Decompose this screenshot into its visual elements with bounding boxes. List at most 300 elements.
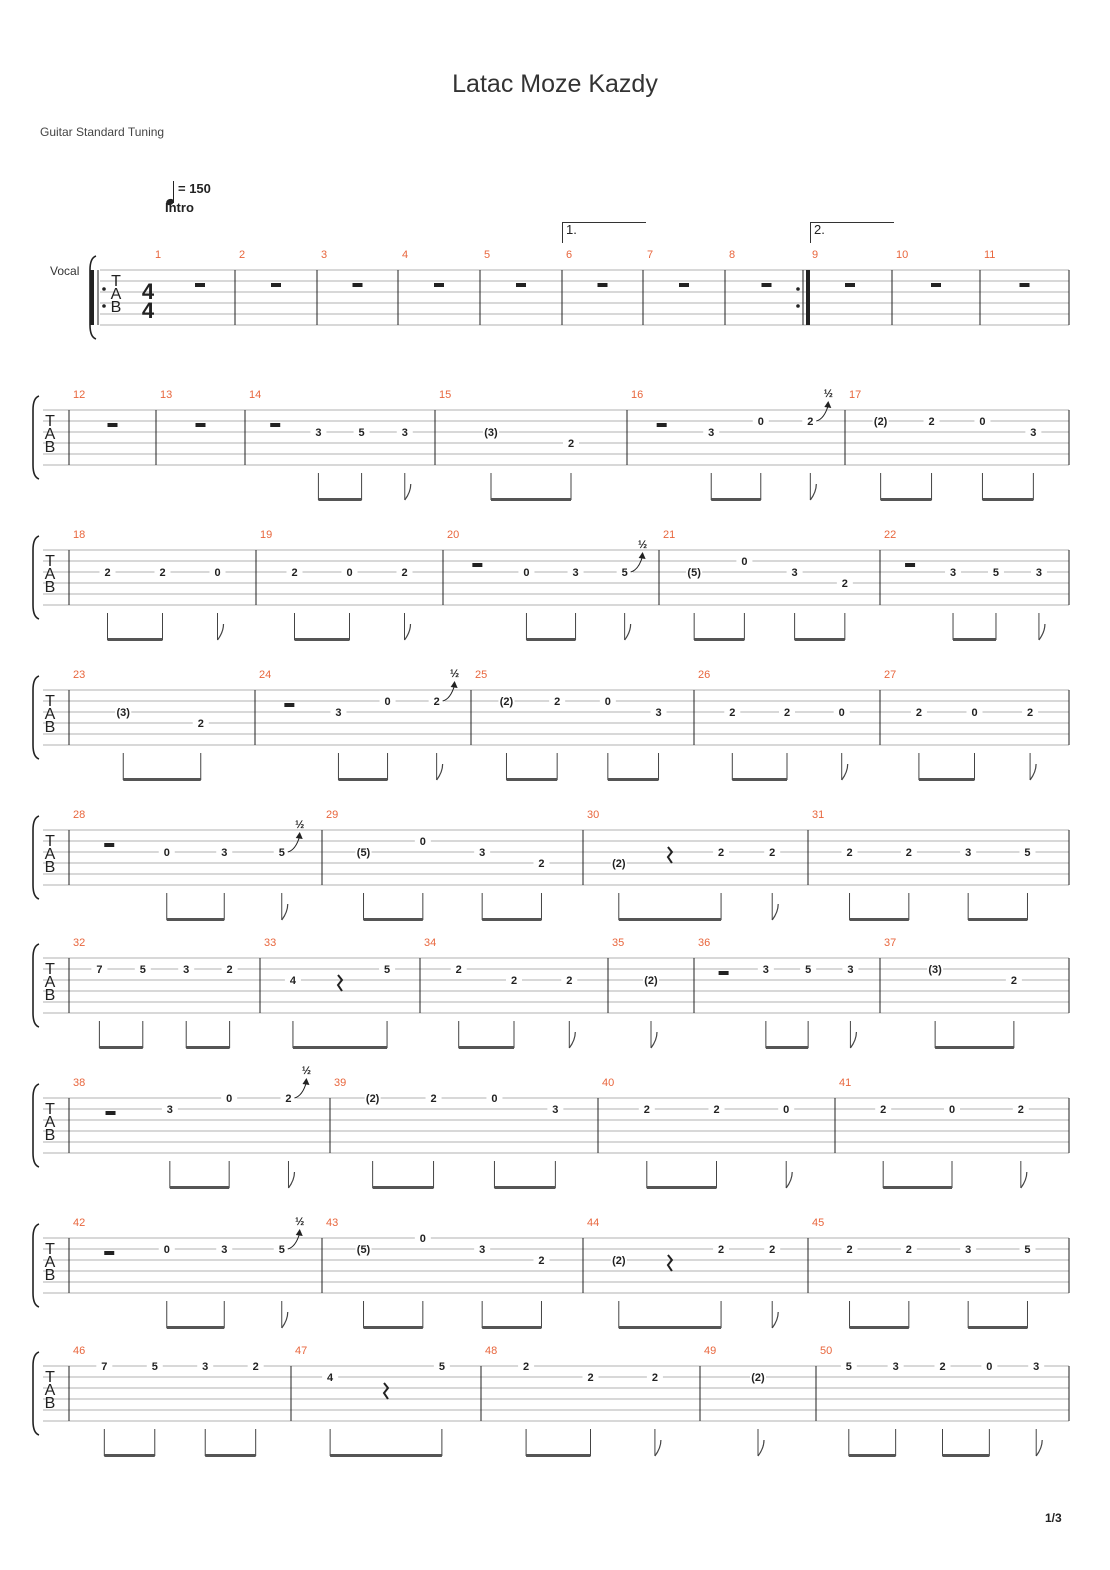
measure-number: 26 <box>698 669 711 681</box>
measure-number: 40 <box>602 1077 615 1089</box>
fret-number: 2 <box>880 1104 887 1116</box>
tempo-marking: = 150 <box>178 181 211 196</box>
fret-number: 5 <box>992 567 1000 579</box>
bend-arrow-icon <box>302 1078 309 1085</box>
half-rest <box>1020 283 1030 287</box>
fret-number: 0 <box>214 567 221 579</box>
measure-number: 17 <box>849 389 862 401</box>
fret-number: 0 <box>419 1233 426 1245</box>
measure-number: 3 <box>321 249 328 261</box>
eighth-flag <box>282 1312 288 1328</box>
fret-number: 2 <box>846 1244 853 1256</box>
track-name: Vocal <box>50 264 80 278</box>
fret-number: 2 <box>713 1104 720 1116</box>
fret-number: 2 <box>643 1104 650 1116</box>
fret-number: 2 <box>554 696 561 708</box>
tab-clef-letter: B <box>44 439 56 456</box>
tab-clef-letter: T <box>45 833 55 850</box>
tab-clef-letter: T <box>45 413 55 430</box>
eighth-beam <box>482 1326 541 1329</box>
fret-number: 3 <box>1030 427 1037 439</box>
eighth-beam <box>373 1186 434 1189</box>
quarter-rest <box>384 1383 388 1399</box>
measure-number: 12 <box>73 389 86 401</box>
eighth-flag <box>1039 624 1045 640</box>
tab-clef-letter: T <box>45 1369 55 1386</box>
fret-number: (2) <box>644 975 658 987</box>
bend-amount: ½ <box>295 1216 305 1228</box>
eighth-flag <box>758 1440 764 1456</box>
eighth-beam <box>167 918 225 921</box>
tab-clef-letter: B <box>44 859 56 876</box>
fret-number: (2) <box>612 858 626 870</box>
half-rest <box>516 283 526 287</box>
eighth-beam <box>293 1046 387 1049</box>
score-title: Latac Moze Kazdy <box>452 70 658 98</box>
tuning-label: Guitar Standard Tuning <box>40 125 165 139</box>
fret-number: 2 <box>846 847 853 859</box>
eighth-beam <box>338 778 387 781</box>
section-label: Intro <box>165 200 194 215</box>
half-rest <box>719 971 729 975</box>
eighth-beam <box>330 1454 442 1457</box>
fret-number: 2 <box>718 1244 725 1256</box>
eighth-beam <box>619 918 721 921</box>
fret-number: 3 <box>183 964 190 976</box>
fret-number: 5 <box>805 964 812 976</box>
bend-arrow-icon <box>824 401 831 408</box>
eighth-flag <box>1030 764 1036 780</box>
bend-arrow-icon <box>296 832 303 839</box>
fret-number: 2 <box>567 438 575 450</box>
fret-number: 3 <box>552 1104 559 1116</box>
fret-number: 3 <box>1035 567 1042 579</box>
eighth-beam <box>919 778 975 781</box>
fret-number: 3 <box>202 1361 209 1373</box>
fret-number: 0 <box>986 1361 993 1373</box>
fret-number: 3 <box>572 567 579 579</box>
measure-number: 50 <box>820 1345 833 1357</box>
fret-number: 2 <box>841 578 848 590</box>
fret-number: 2 <box>1027 707 1034 719</box>
eighth-beam <box>850 1326 909 1329</box>
fret-number: 3 <box>892 1361 899 1373</box>
half-rest <box>472 563 482 567</box>
eighth-beam <box>694 638 744 641</box>
eighth-flag <box>288 1172 294 1188</box>
eighth-flag <box>786 1172 792 1188</box>
eighth-beam <box>123 778 201 781</box>
eighth-beam <box>506 778 557 781</box>
measure-number: 31 <box>812 809 825 821</box>
page-number: 1/3 <box>1045 1511 1062 1525</box>
half-rest <box>931 283 941 287</box>
eighth-flag <box>850 1032 856 1048</box>
tab-clef-letter: B <box>44 1395 56 1412</box>
measure-number: 41 <box>839 1077 852 1089</box>
measure-number: 4 <box>402 249 409 261</box>
eighth-beam <box>494 1186 555 1189</box>
fret-number: 2 <box>226 964 233 976</box>
measure-number: 38 <box>73 1077 86 1089</box>
fret-number: 2 <box>769 1244 776 1256</box>
eighth-beam <box>295 638 350 641</box>
fret-number: 0 <box>838 707 845 719</box>
eighth-beam <box>619 1326 721 1329</box>
measure-number: 43 <box>326 1217 339 1229</box>
eighth-flag <box>437 764 443 780</box>
tab-clef-letter: A <box>44 1382 56 1399</box>
staff-brace <box>33 944 39 1027</box>
half-rest <box>284 703 294 707</box>
fret-number: 0 <box>757 416 764 428</box>
tab-clef-letter: T <box>45 1241 55 1258</box>
fret-number: 2 <box>159 567 166 579</box>
bend-arrow-icon <box>639 552 646 559</box>
staff-brace <box>33 676 39 759</box>
repeat-dot <box>102 287 106 291</box>
fret-number: 2 <box>510 975 518 987</box>
measure-number: 11 <box>984 249 996 261</box>
fret-number: 0 <box>226 1093 233 1105</box>
repeat-dot <box>796 304 800 308</box>
half-rest <box>104 1251 114 1255</box>
eighth-beam <box>104 1454 154 1457</box>
tab-clef-letter: A <box>44 706 56 723</box>
fret-number: 0 <box>523 567 530 579</box>
eighth-flag <box>218 624 224 640</box>
measure-number: 35 <box>612 937 625 949</box>
fret-number: 2 <box>905 1244 912 1256</box>
half-rest <box>270 423 280 427</box>
fret-number: 5 <box>438 1361 445 1373</box>
measure-number: 34 <box>424 937 437 949</box>
half-rest <box>104 843 114 847</box>
bend-arrow-icon <box>451 681 458 688</box>
eighth-beam <box>881 498 932 501</box>
eighth-flag <box>651 1032 657 1048</box>
measure-number: 9 <box>812 249 819 261</box>
bend-amount: ½ <box>638 539 648 551</box>
measure-number: 19 <box>260 529 273 541</box>
half-rest <box>845 283 855 287</box>
fret-number: 2 <box>455 964 462 976</box>
tab-clef-letter: B <box>110 299 122 316</box>
staff-brace <box>33 1352 39 1435</box>
eighth-beam <box>108 638 163 641</box>
eighth-flag <box>655 1440 661 1456</box>
quarter-rest <box>668 847 672 863</box>
measure-number: 2 <box>239 249 246 261</box>
eighth-beam <box>608 778 659 781</box>
fret-number: 5 <box>383 964 391 976</box>
fret-number: 7 <box>101 1361 108 1373</box>
fret-number: 0 <box>419 836 426 848</box>
half-rest <box>195 283 205 287</box>
eighth-beam <box>364 918 423 921</box>
fret-number: (2) <box>499 696 514 708</box>
fret-number: 3 <box>655 707 662 719</box>
fret-number: 2 <box>285 1093 292 1105</box>
fret-number: 3 <box>479 847 486 859</box>
fret-number: 2 <box>928 416 935 428</box>
fret-number: 2 <box>587 1372 594 1384</box>
half-rest <box>679 283 689 287</box>
fret-number: 0 <box>604 696 611 708</box>
fret-number: (5) <box>687 567 701 579</box>
measure-number: 6 <box>566 249 573 261</box>
fret-number: 0 <box>741 556 748 568</box>
fret-number: 0 <box>783 1104 790 1116</box>
repeat-dot <box>796 287 800 291</box>
fret-number: 3 <box>166 1104 173 1116</box>
half-rest <box>657 423 667 427</box>
fret-number: (3) <box>928 964 942 976</box>
measure-number: 28 <box>73 809 86 821</box>
fret-number: 2 <box>566 975 573 987</box>
fret-number: 3 <box>708 427 715 439</box>
fret-number: 2 <box>538 1255 545 1267</box>
fret-number: 2 <box>651 1372 658 1384</box>
fret-number: 3 <box>965 847 972 859</box>
eighth-beam <box>732 778 787 781</box>
staff-brace <box>33 816 39 899</box>
fret-number: 3 <box>1033 1361 1040 1373</box>
eighth-flag <box>772 904 778 920</box>
eighth-flag <box>405 624 411 640</box>
repeat-dot <box>102 304 106 308</box>
measure-number: 39 <box>334 1077 347 1089</box>
measure-number: 44 <box>587 1217 600 1229</box>
fret-number: 0 <box>948 1104 956 1116</box>
fret-number: 2 <box>905 847 912 859</box>
fret-number: 2 <box>291 567 298 579</box>
fret-number: 3 <box>221 847 228 859</box>
fret-number: 2 <box>769 847 776 859</box>
quarter-rest <box>668 1255 672 1271</box>
fret-number: 3 <box>315 427 322 439</box>
fret-number: 0 <box>491 1093 498 1105</box>
fret-number: 5 <box>358 427 365 439</box>
fret-number: 2 <box>939 1361 946 1373</box>
eighth-beam <box>883 1186 952 1189</box>
tab-clef-letter: A <box>44 1254 56 1271</box>
tab-clef-letter: A <box>44 426 56 443</box>
fret-number: 2 <box>104 567 111 579</box>
tab-clef-letter: T <box>45 693 55 710</box>
eighth-beam <box>482 918 541 921</box>
measure-number: 20 <box>447 529 460 541</box>
fret-number: 2 <box>401 567 408 579</box>
fret-number: 2 <box>538 858 545 870</box>
fret-number: 3 <box>847 964 854 976</box>
fret-number: 3 <box>762 964 769 976</box>
measure-number: 15 <box>439 389 452 401</box>
eighth-flag <box>810 484 816 500</box>
measure-number: 24 <box>259 669 272 681</box>
fret-number: 0 <box>163 1244 170 1256</box>
fret-number: 2 <box>252 1361 259 1373</box>
staff-brace <box>33 396 39 479</box>
eighth-beam <box>850 918 909 921</box>
bend-amount: ½ <box>295 819 305 831</box>
fret-number: 0 <box>163 847 170 859</box>
measure-number: 46 <box>73 1345 86 1357</box>
fret-number: 2 <box>523 1361 530 1373</box>
fret-number: 5 <box>1024 847 1031 859</box>
fret-number: 5 <box>151 1361 158 1373</box>
tab-clef-letter: B <box>44 1127 56 1144</box>
half-rest <box>905 563 915 567</box>
measure-number: 47 <box>295 1345 308 1357</box>
measure-number: 45 <box>812 1217 825 1229</box>
measure-number: 32 <box>73 937 86 949</box>
fret-number: 2 <box>430 1093 437 1105</box>
fret-number: (2) <box>873 416 888 428</box>
measure-number: 33 <box>264 937 277 949</box>
fret-number: 2 <box>729 707 736 719</box>
measure-number: 1 <box>155 249 162 261</box>
fret-number: 5 <box>139 964 146 976</box>
measure-number: 23 <box>73 669 86 681</box>
measure-number: 13 <box>160 389 173 401</box>
eighth-flag <box>405 484 411 500</box>
fret-number: 2 <box>1010 975 1017 987</box>
fret-number: (5) <box>356 1244 371 1256</box>
eighth-beam <box>459 1046 514 1049</box>
eighth-beam <box>982 498 1033 501</box>
measure-number: 25 <box>475 669 488 681</box>
eighth-beam <box>526 638 575 641</box>
fret-number: 5 <box>1024 1244 1031 1256</box>
fret-number: 5 <box>845 1361 852 1373</box>
measure-number: 36 <box>698 937 711 949</box>
fret-number: 4 <box>289 975 297 987</box>
fret-number: (2) <box>751 1372 765 1384</box>
eighth-flag <box>842 764 848 780</box>
eighth-beam <box>364 1326 423 1329</box>
tab-clef-letter: T <box>45 961 55 978</box>
fret-number: 0 <box>971 707 978 719</box>
half-rest <box>434 283 444 287</box>
fret-number: 0 <box>979 416 986 428</box>
eighth-beam <box>935 1046 1014 1049</box>
bend-amount: ½ <box>450 668 460 680</box>
quarter-rest <box>338 975 342 991</box>
fret-number: 2 <box>915 707 922 719</box>
tab-clef-letter: T <box>45 553 55 570</box>
fret-number: 2 <box>197 718 204 730</box>
half-rest <box>353 283 363 287</box>
fret-number: (2) <box>365 1093 380 1105</box>
measure-number: 18 <box>73 529 86 541</box>
fret-number: 2 <box>807 416 814 428</box>
measure-number: 30 <box>587 809 600 821</box>
fret-number: 3 <box>335 707 342 719</box>
measure-number: 22 <box>884 529 897 541</box>
tab-clef-letter: A <box>44 846 56 863</box>
fret-number: 3 <box>791 567 798 579</box>
half-rest <box>106 1111 116 1115</box>
eighth-beam <box>766 1046 808 1049</box>
fret-number: 2 <box>1017 1104 1024 1116</box>
eighth-beam <box>186 1046 229 1049</box>
eighth-beam <box>99 1046 142 1049</box>
measure-number: 7 <box>647 249 654 261</box>
volta-second-ending: 2. <box>810 222 894 243</box>
eighth-beam <box>968 1326 1027 1329</box>
tab-clef-letter: B <box>44 987 56 1004</box>
eighth-beam <box>795 638 845 641</box>
volta-first-ending: 1. <box>562 222 646 243</box>
measure-number: 21 <box>663 529 676 541</box>
fret-number: 2 <box>433 696 440 708</box>
fret-number: (2) <box>612 1255 626 1267</box>
eighth-beam <box>711 498 761 501</box>
bend-amount: ½ <box>301 1065 312 1077</box>
measure-number: 42 <box>73 1217 86 1229</box>
measure-number: 27 <box>884 669 897 681</box>
eighth-flag <box>625 624 631 640</box>
eighth-beam <box>953 638 996 641</box>
staff-brace <box>33 1084 39 1167</box>
tab-clef-letter: T <box>45 1101 55 1118</box>
eighth-beam <box>170 1186 229 1189</box>
measure-number: 37 <box>884 937 897 949</box>
measure-number: 14 <box>249 389 262 401</box>
measure-number: 29 <box>326 809 339 821</box>
half-rest <box>196 423 206 427</box>
staff-brace <box>33 536 39 619</box>
fret-number: (3) <box>484 427 498 439</box>
time-signature-bottom: 4 <box>141 298 155 323</box>
eighth-beam <box>205 1454 255 1457</box>
measure-number: 8 <box>729 249 736 261</box>
tab-clef-letter: B <box>44 1267 56 1284</box>
measure-number: 5 <box>484 249 491 261</box>
tab-clef-letter: A <box>44 974 56 991</box>
bend-amount: ½ <box>823 388 833 400</box>
fret-number: 7 <box>96 964 103 976</box>
eighth-flag <box>282 904 288 920</box>
fret-number: 3 <box>221 1244 228 1256</box>
eighth-beam <box>318 498 361 501</box>
tab-clef-letter: T <box>111 273 121 290</box>
fret-number: 5 <box>621 567 628 579</box>
half-rest <box>271 283 281 287</box>
fret-number: 3 <box>479 1244 486 1256</box>
fret-number: 3 <box>401 427 408 439</box>
tab-clef-letter: B <box>44 579 56 596</box>
measure-number: 49 <box>704 1345 717 1357</box>
fret-number: 4 <box>327 1372 334 1384</box>
fret-number: (3) <box>116 707 130 719</box>
time-signature-top: 4 <box>141 279 155 304</box>
fret-number: 5 <box>278 847 285 859</box>
tab-clef-letter: A <box>110 286 122 303</box>
half-rest <box>598 283 608 287</box>
fret-number: 5 <box>278 1244 285 1256</box>
fret-number: 0 <box>384 696 391 708</box>
fret-number: 2 <box>783 707 791 719</box>
fret-number: 3 <box>949 567 957 579</box>
eighth-flag <box>1036 1440 1042 1456</box>
measure-number: 48 <box>485 1345 498 1357</box>
eighth-flag <box>772 1312 778 1328</box>
fret-number: 0 <box>346 567 353 579</box>
eighth-beam <box>491 498 571 501</box>
tab-clef-letter: A <box>44 566 56 583</box>
